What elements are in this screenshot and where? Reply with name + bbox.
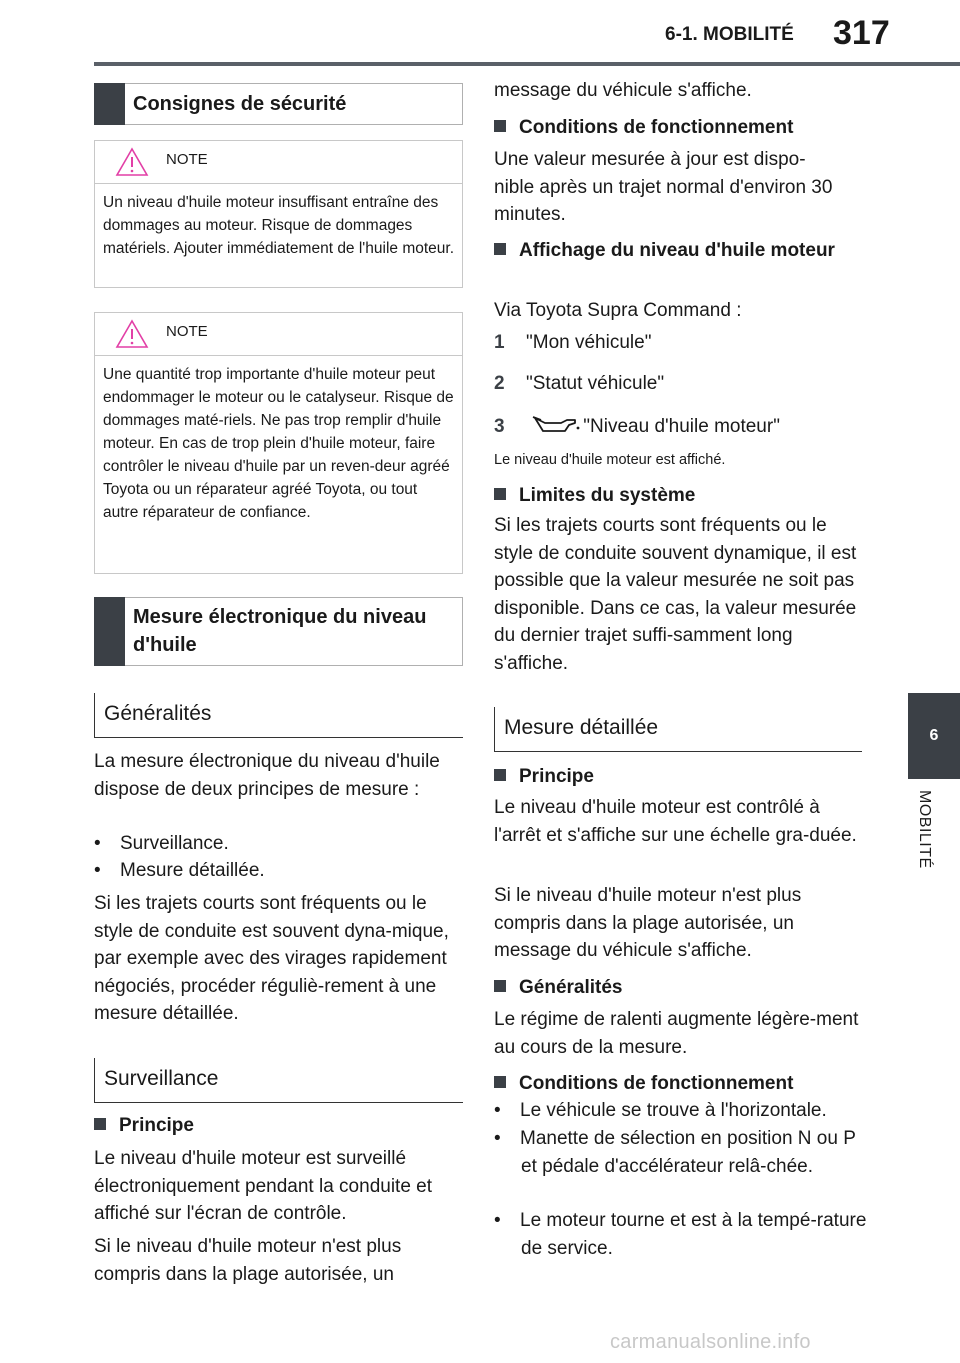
measure-heading: Mesure électronique du niveau d'huile: [133, 606, 427, 656]
note-text: Un niveau d'huile moteur insuffisant entraîne des dommages au moteur. Risque de dommages matériels. Ajouter immédiatement de l'huile moteur.: [103, 194, 455, 257]
principe-heading: Principe: [494, 763, 594, 791]
continued-text: message du véhicule s'affiche.: [494, 80, 752, 101]
safety-heading-box: [94, 83, 463, 125]
principe-heading: Principe: [94, 1112, 194, 1140]
principe-paragraph-2: Si le niveau d'huile moteur n'est plus compris dans la plage autorisée, un message du véhicule s'affiche.: [494, 885, 802, 961]
intro-paragraph: La mesure électronique du niveau d'huile dispose de deux principes de mesure :: [94, 751, 440, 800]
surveillance-subheading: Surveillance: [94, 1058, 463, 1103]
chapter-side-label: MOBILITÉ: [916, 790, 933, 869]
displayed-note: Le niveau d'huile moteur est affiché.: [494, 452, 726, 468]
affichage-heading: Affichage du niveau d'huile moteur: [494, 237, 851, 265]
generalites-paragraph: Le régime de ralenti augmente légère-ment au cours de la mesure.: [494, 1009, 859, 1058]
oil-can-icon: [531, 414, 581, 436]
conditions-heading: Conditions de fonctionnement: [494, 114, 793, 142]
note-text: Une quantité trop importante d'huile moteur peut endommager le moteur ou le catalyseur. Risque de dommages maté-riels. Ne pas trop remplir d'huile moteur. En cas de trop plein d'huile moteur, faire contrôler le niveau d'huile par un reven-deur agréé Toyota ou un réparateur agréé Toyota, ou tout autre réparateur de confiance.: [103, 366, 454, 521]
principe-paragraph-1: Le niveau d'huile moteur est surveillé électroniquement pendant la conduite et affiché sur l'écran de contrôle.: [94, 1148, 433, 1224]
limites-paragraph: Si les trajets courts sont fréquents ou le style de conduite souvent dynamique, il est possible que la valeur mesurée ne soit pas disponible. Dans ce cas, la valeur mesurée du dernier trajet suffi-samment long s'affiche.: [494, 515, 857, 674]
note-box-2: [94, 312, 463, 574]
note-label: NOTE: [166, 323, 208, 340]
conditions-paragraph: Une valeur mesurée à jour est dispo-nible après un trajet normal d'environ 30 minutes.: [494, 149, 833, 225]
detail-subheading: Mesure détaillée: [494, 707, 862, 752]
page-number: 317: [833, 14, 890, 52]
list-item: • Le moteur tourne et est à la tempé-rature de service.: [494, 1210, 867, 1259]
list-item: • Surveillance.: [94, 833, 229, 854]
generalites-subheading: Généralités: [94, 693, 463, 738]
conditions-2-heading: Conditions de fonctionnement: [494, 1070, 793, 1098]
safety-heading: Consignes de sécurité: [133, 93, 347, 115]
principe-paragraph-1: Le niveau d'huile moteur est contrôlé à l'arrêt et s'affiche sur une échelle gra-duée.: [494, 797, 857, 846]
list-item: • Mesure détaillée.: [94, 860, 265, 881]
generalites-heading: Généralités: [494, 974, 623, 1002]
watermark: carmanualsonline.info: [610, 1331, 811, 1353]
step-1: 1 "Mon véhicule": [494, 332, 652, 353]
measure-heading-box: [94, 597, 463, 666]
note-box-1: [94, 140, 463, 288]
note-label: NOTE: [166, 151, 208, 168]
header-divider: [94, 62, 960, 66]
chapter-tab: [908, 693, 960, 779]
heading-bar: [94, 597, 125, 666]
step-2: 2 "Statut véhicule": [494, 373, 665, 394]
step-3: 3 "Niveau d'huile moteur": [494, 416, 780, 437]
via-text: Via Toyota Supra Command :: [494, 300, 742, 321]
warning-triangle-icon: [115, 319, 149, 349]
limites-heading: Limites du système: [494, 482, 695, 510]
advice-paragraph: Si les trajets courts sont fréquents ou le style de conduite est souvent dyna-mique, par exemple avec des virages rapidement négociés, procéder réguliè-rement à une mesure détaillée.: [94, 893, 449, 1024]
chapter-number: 6: [929, 727, 939, 744]
principe-paragraph-2: Si le niveau d'huile moteur n'est plus compris dans la plage autorisée, un: [94, 1236, 402, 1285]
list-item: • Manette de sélection en position N ou P et pédale d'accélérateur relâ-chée.: [494, 1128, 856, 1177]
warning-triangle-icon: [115, 147, 149, 177]
section-title: 6-1. MOBILITÉ: [665, 24, 794, 45]
heading-bar: [94, 83, 125, 125]
list-item: • Le véhicule se trouve à l'horizontale.: [494, 1100, 827, 1121]
